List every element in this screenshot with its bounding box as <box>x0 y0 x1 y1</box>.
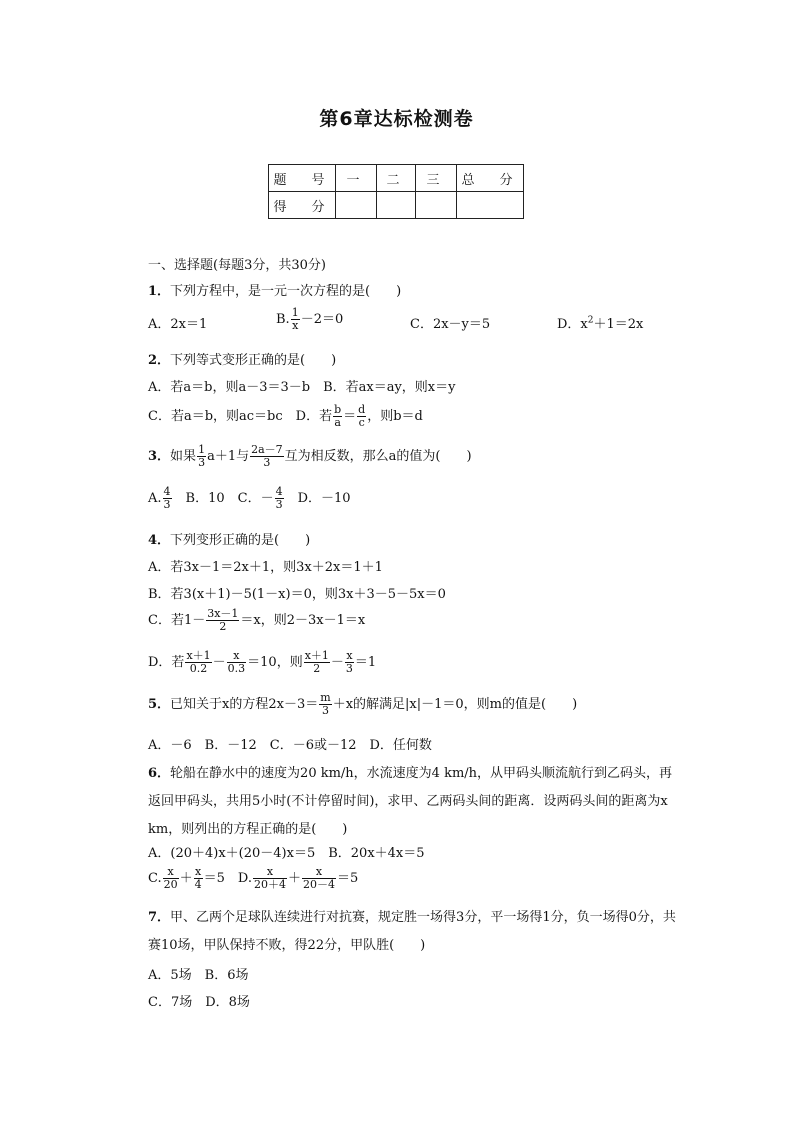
option-text: C．若1－ <box>148 613 206 628</box>
option-label: A. <box>148 491 162 506</box>
denominator: 20 <box>163 878 178 891</box>
question-text: 下列变形正确的是( ) <box>170 533 311 548</box>
score-table <box>268 164 524 219</box>
fraction <box>275 486 284 511</box>
numerator: 4 <box>275 485 283 498</box>
question-number: 6． <box>148 766 171 781</box>
denominator: 3 <box>345 662 353 675</box>
denominator: 2 <box>313 662 321 675</box>
question-text: 已知关于x的方程2x－3＝ <box>170 697 319 712</box>
question-number: 4． <box>148 533 171 548</box>
option-b <box>276 307 343 332</box>
expression-text: ＝5 <box>203 871 225 886</box>
question-6-options-ab: A．(20＋4)x＋(20－4)x＝5 B．20x＋4x＝5 <box>148 846 425 861</box>
question-4-option-b: B．若3(x＋1)－5(1－x)＝0，则3x＋3－5－5x＝0 <box>148 587 446 602</box>
operator: － <box>330 655 344 670</box>
denominator: 20＋4 <box>254 878 287 891</box>
question-2-options-cd <box>148 404 423 429</box>
numerator: d <box>358 403 366 416</box>
fraction <box>253 866 287 891</box>
score-cell-3[interactable] <box>416 192 457 219</box>
denominator: a <box>334 416 341 429</box>
page-title: 第6章达标检测卷 <box>319 108 474 130</box>
question-7-stem <box>148 904 678 960</box>
fraction <box>345 650 354 675</box>
question-6-options-cd <box>148 866 358 891</box>
expression-text: ＝5 <box>337 871 359 886</box>
fraction <box>302 866 336 891</box>
fraction <box>227 650 247 675</box>
option-text: D．若 <box>148 655 185 670</box>
expression-text: ＝10，则 <box>247 655 303 670</box>
option-text: C．若a＝b，则ac＝bc D．若 <box>148 409 333 424</box>
equals-sign: ＝ <box>343 409 357 424</box>
numerator: b <box>334 403 342 416</box>
denominator: 0.2 <box>189 662 208 675</box>
numerator: x＋1 <box>186 649 211 662</box>
expression-text: ，则b＝d <box>367 409 423 424</box>
expression-text: ＝1 <box>354 655 377 670</box>
score-cell-total[interactable] <box>457 192 524 219</box>
score-header-cell: 总 分 <box>457 165 524 192</box>
fraction <box>304 650 330 675</box>
denominator: 3 <box>198 456 206 469</box>
numerator: x <box>195 865 202 878</box>
denominator: 3 <box>275 498 283 511</box>
numerator: 1 <box>198 443 206 456</box>
fraction <box>319 692 331 717</box>
question-text: 轮船在静水中的速度为20 km/h，水流速度为4 km/h，从甲码头顺流航行到乙码头，再返回甲码头，共用5小时(不计停留时间)，求甲、乙两码头间的距离．设两码头间的距离为x km，则列出的方程正确的是( ) <box>148 766 673 837</box>
expression-text: －2＝0 <box>300 312 344 327</box>
question-4-option-d <box>148 650 376 675</box>
option-text: D．x <box>557 317 588 332</box>
denominator: 0.3 <box>227 662 246 675</box>
question-text: 下列方程中，是一元一次方程的是( ) <box>170 284 402 299</box>
section-heading: 一、选择题(每题3分，共30分) <box>148 258 326 273</box>
option-c: C．2x－y＝5 <box>410 317 491 332</box>
question-text: a＋1与 <box>207 449 250 464</box>
score-header-cell: 二 <box>377 165 416 192</box>
numerator: 2a－7 <box>251 443 283 456</box>
denominator: c <box>358 416 365 429</box>
option-label: C. <box>148 871 162 886</box>
operator: ＋ <box>179 871 193 886</box>
option-label: D. <box>224 871 253 886</box>
option-text: D．－10 <box>284 491 351 506</box>
score-row-label: 得 分 <box>269 192 336 219</box>
score-header-cell: 三 <box>416 165 457 192</box>
denominator: 2 <box>219 620 227 633</box>
question-1-stem <box>148 280 401 299</box>
numerator: x <box>227 650 247 663</box>
question-text: 如果 <box>170 449 197 464</box>
question-4-option-a: A．若3x－1＝2x＋1，则3x＋2x＝1＋1 <box>148 560 383 575</box>
question-6-stem <box>148 760 678 844</box>
question-text: ＋x的解满足|x|－1＝0，则m的值是( ) <box>332 697 578 712</box>
question-number: 3． <box>148 449 171 464</box>
fraction <box>250 444 284 469</box>
question-4-stem <box>148 529 310 548</box>
denominator: 3 <box>163 498 171 511</box>
operator: － <box>212 655 226 670</box>
expression-text: ＋1＝2x <box>593 317 644 332</box>
numerator: 3x－1 <box>207 607 239 620</box>
question-text: 下列等式变形正确的是( ) <box>170 353 337 368</box>
fraction <box>163 866 179 891</box>
numerator: m <box>320 691 331 704</box>
denominator: 3 <box>321 704 329 717</box>
fraction <box>197 444 206 469</box>
numerator: 4 <box>163 485 171 498</box>
denominator: 20－4 <box>303 878 336 891</box>
question-text: 甲、乙两个足球队连续进行对抗赛，规定胜一场得3分，平一场得1分，负一场得0分，共赛10场，甲队保持不败，得22分，甲队胜( ) <box>148 910 676 953</box>
question-number: 7． <box>148 910 171 925</box>
denominator: 3 <box>263 456 271 469</box>
numerator: x <box>253 866 287 879</box>
denominator: 4 <box>194 878 202 891</box>
question-2-options-ab: A．若a＝b，则a－3＝3－b B．若ax＝ay，则x＝y <box>148 380 456 395</box>
fraction <box>291 307 300 332</box>
question-5-options: A．－6 B．－12 C．－6或－12 D．任何数 <box>148 738 432 753</box>
score-cell-1[interactable] <box>336 192 377 219</box>
score-table-header-row <box>269 165 524 192</box>
fraction <box>163 486 172 511</box>
numerator: x <box>346 649 353 662</box>
operator: ＋ <box>288 871 302 886</box>
fraction <box>333 404 342 429</box>
numerator: x <box>302 866 336 879</box>
option-d <box>557 313 643 332</box>
question-3-stem <box>148 444 472 469</box>
question-number: 5． <box>148 697 171 712</box>
fraction <box>357 404 366 429</box>
option-a: A．2x＝1 <box>148 317 208 332</box>
fraction <box>194 866 203 891</box>
question-2-stem <box>148 349 336 368</box>
numerator: 1 <box>291 306 299 319</box>
exponent: 2 <box>587 315 594 326</box>
question-number: 2． <box>148 353 171 368</box>
option-text: B．10 C．－ <box>172 491 274 506</box>
fraction <box>206 608 239 633</box>
numerator: x <box>163 866 179 879</box>
question-4-option-c <box>148 608 365 633</box>
question-number: 1． <box>148 284 171 299</box>
question-text: 互为相反数，那么a的值为( ) <box>284 449 472 464</box>
score-table-score-row <box>269 192 524 219</box>
option-label: B. <box>276 312 290 327</box>
numerator: x＋1 <box>304 649 329 662</box>
score-cell-2[interactable] <box>377 192 416 219</box>
score-header-cell: 一 <box>336 165 377 192</box>
denominator: x <box>292 319 299 332</box>
question-5-stem <box>148 692 577 717</box>
question-7-options-ab: A．5场 B．6场 <box>148 968 249 983</box>
fraction <box>185 650 211 675</box>
expression-text: ＝x，则2－3x－1＝x <box>240 613 366 628</box>
score-header-cell: 题 号 <box>269 165 336 192</box>
question-7-options-cd: C．7场 D．8场 <box>148 995 250 1010</box>
question-3-options <box>148 486 351 511</box>
